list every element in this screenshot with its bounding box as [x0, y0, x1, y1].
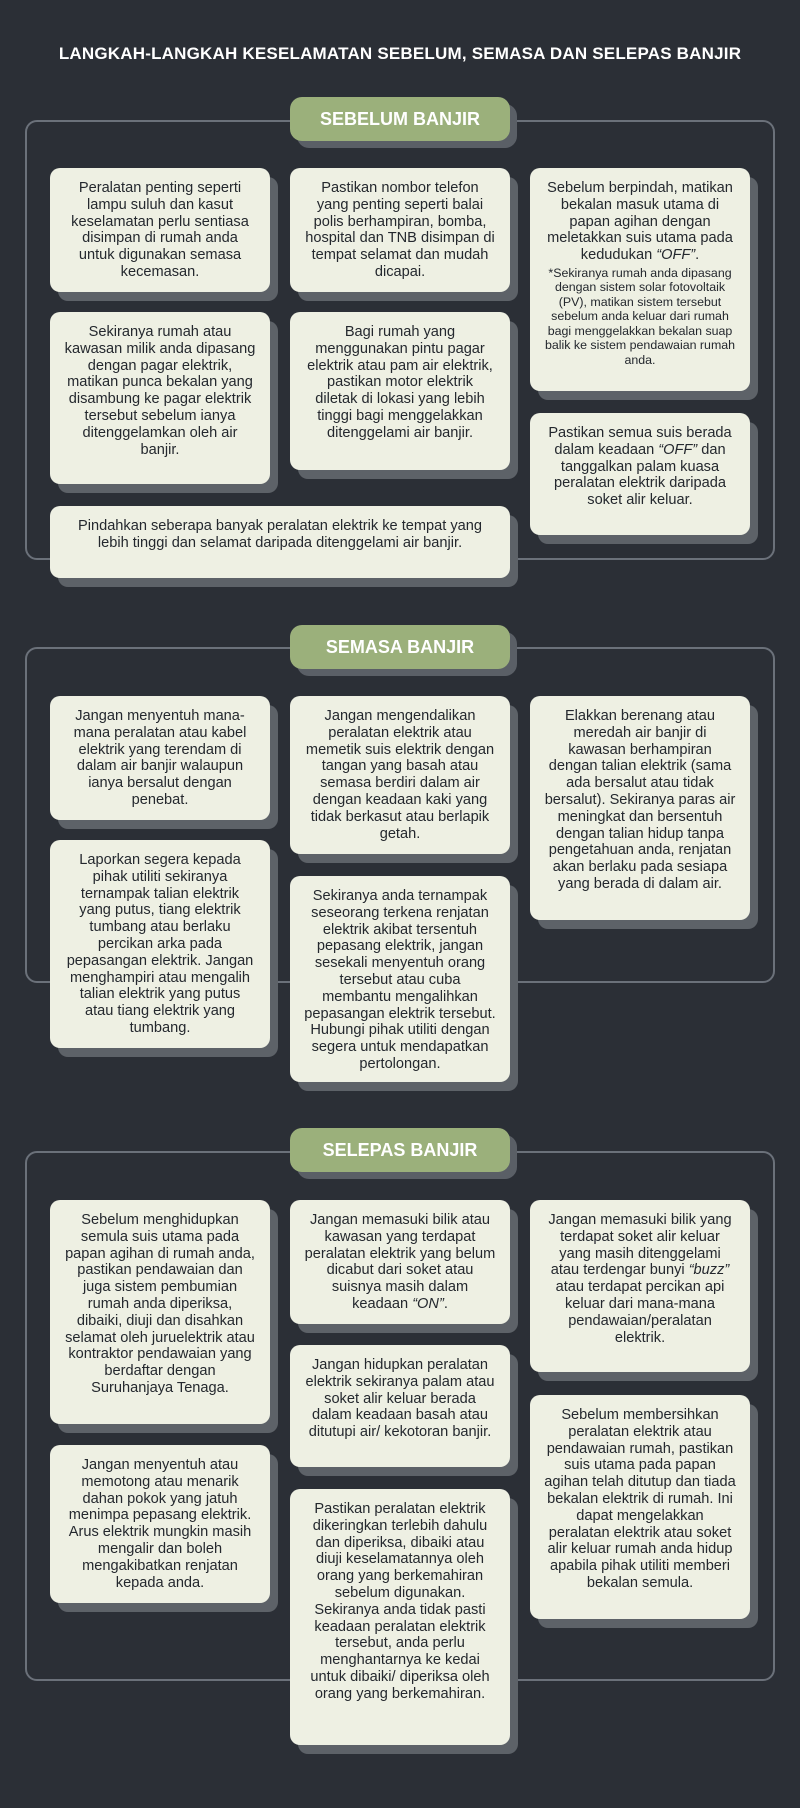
- tip-card: [50, 840, 270, 1048]
- tip-text: Jangan menyentuh mana-mana peralatan atau kabel elektrik yang terendam di dalam air banjir walaupun ianya bersalut dengan penebat.: [73, 708, 247, 808]
- tip-text: Jangan memasuki bilik yang terdapat soket alir keluar yang masih ditenggelami atau terdengar bunyi “buzz” atau terdapat percikan api keluar dari mana-mana pendawaian/peralatan elektrik.: [548, 1212, 732, 1346]
- tip-text: Sebelum berpindah, matikan bekalan masuk utama di papan agihan dengan meletakkan suis utama pada kedudukan “OFF”.: [547, 180, 733, 264]
- tip-card: [290, 1489, 510, 1745]
- tip-card: [290, 312, 510, 470]
- tip-text: Sekiranya rumah atau kawasan milik anda dipasang dengan pagar elektrik, matikan punca bekalan yang disambung ke pagar elektrik tersebut sebelum ianya ditenggelamkan oleh air banjir.: [64, 324, 256, 458]
- tip-card: [290, 696, 510, 854]
- tip-card: [290, 876, 510, 1082]
- tip-text: Pastikan peralatan elektrik dikeringkan terlebih dahulu dan diperiksa, dibaiki atau diuji keselamatannya oleh orang yang berkemahiran sebelum digunakan. Sekiranya anda tidak pasti keadaan peralatan elektrik tersebut, anda perlu menghantarnya ke kedai untuk dibaiki/ diperiksa oleh orang yang berkemahiran.: [310, 1501, 490, 1702]
- tip-text: Jangan memasuki bilik atau kawasan yang terdapat peralatan elektrik yang belum dicabut dari soket atau suisnya masih dalam keadaan “ON”.: [304, 1212, 496, 1312]
- tip-card: [50, 312, 270, 484]
- tip-card: [50, 1200, 270, 1424]
- tip-text: Laporkan segera kepada pihak utiliti sekiranya ternampak talian elektrik yang putus, tiang elektrik tumbang atau berlaku percikan arka pada pepasangan elektrik. Jangan menghampiri atau mengalih talian elektrik yang putus atau tiang elektrik yang tumbang.: [66, 852, 254, 1036]
- tip-card: [530, 1395, 750, 1619]
- page-title: LANGKAH-LANGKAH KESELAMATAN SEBELUM, SEMASA DAN SELEPAS BANJIR: [58, 44, 742, 63]
- tip-card: [290, 1200, 510, 1324]
- section-header-selepas: SELEPAS BANJIR: [290, 1128, 510, 1172]
- tip-card: [50, 168, 270, 292]
- tip-text: Sebelum membersihkan peralatan elektrik atau pendawaian rumah, pastikan suis utama pada papan agihan telah ditutup dan tiada bekalan elektrik di rumah. Ini dapat mengelakkan peralatan elektrik atau soket alir keluar rumah anda hidup apabila pihak utiliti memberi bekalan semula.: [544, 1407, 736, 1591]
- tip-text: Sebelum menghidupkan semula suis utama pada papan agihan di rumah anda, pastikan pendawaian dan juga sistem pembumian rumah anda diperiksa, dibaiki, diuji dan disahkan selamat oleh juruelektrik atau kontraktor pendawaian yang berdaftar dengan Suruhanjaya Tenaga.: [65, 1212, 255, 1396]
- tip-text: Pindahkan seberapa banyak peralatan elektrik ke tempat yang lebih tinggi dan selamat daripada ditenggelami air banjir.: [77, 518, 483, 551]
- tip-text: Pastikan nombor telefon yang penting seperti balai polis berhampiran, bomba, hospital dan TNB disimpan di tempat selamat dan mudah dicapai.: [305, 180, 495, 280]
- tip-card: [530, 696, 750, 920]
- tip-text: Elakkan berenang atau meredah air banjir di kawasan berhampiran dengan talian elektrik (sama ada bersalut atau tidak bersalut). Sekiranya paras air meningkat dan bersentuh dengan talian hidup tanpa pengetahuan anda, renjatan akan berlaku pada sesiapa yang berada di dalam air.: [544, 708, 736, 892]
- tip-text: Sekiranya anda ternampak seseorang terkena renjatan elektrik akibat tersentuh pepasang elektrik, jangan sesekali menyentuh orang tersebut atau cuba membantu mengalihkan pepasangan elektrik tersebut. Hubungi pihak utiliti dengan segera untuk mendapatkan pertolongan.: [304, 888, 496, 1072]
- tip-card: [50, 696, 270, 820]
- section-header-semasa: SEMASA BANJIR: [290, 625, 510, 669]
- tip-card: [530, 413, 750, 535]
- tip-note: *Sekiranya rumah anda dipasang dengan sistem solar fotovoltaik (PV), matikan sistem tersebut sebelum anda keluar dari rumah bagi menggelakkan bekalan suap balik ke sistem pendawaian rumah anda.: [544, 265, 736, 367]
- tip-text: Jangan hidupkan peralatan elektrik sekiranya palam atau soket alir keluar berada dalam keadaan basah atau ditutupi air/ kekotoran banjir.: [305, 1357, 495, 1441]
- tip-text: Peralatan penting seperti lampu suluh dan kasut keselamatan perlu sentiasa disimpan di rumah anda untuk digunakan semasa kecemasan.: [71, 180, 249, 280]
- tip-card: [50, 506, 510, 578]
- tip-card: [530, 1200, 750, 1372]
- tip-text: Jangan menyentuh atau memotong atau menarik dahan pokok yang jatuh menimpa pepasang elektrik. Arus elektrik mungkin masih mengalir dan boleh mengakibatkan renjatan kepada anda.: [68, 1457, 252, 1591]
- section-header-sebelum: SEBELUM BANJIR: [290, 97, 510, 141]
- tip-card: [50, 1445, 270, 1603]
- tip-card: [290, 1345, 510, 1467]
- tip-card: [530, 168, 750, 391]
- tip-text: Jangan mengendalikan peralatan elektrik atau memetik suis elektrik dengan tangan yang basah atau semasa berdiri dalam air dengan keadaan kaki yang tidak berkasut atau berlapik getah.: [305, 708, 495, 842]
- tip-text: Bagi rumah yang menggunakan pintu pagar elektrik atau pam air elektrik, pastikan motor elektrik diletak di lokasi yang lebih tinggi bagi menggelakkan ditenggelami air banjir.: [307, 324, 493, 441]
- tip-text: Pastikan semua suis berada dalam keadaan “OFF” dan tanggalkan palam kuasa peralatan elektrik daripada soket alir keluar.: [548, 425, 732, 509]
- tip-card: [290, 168, 510, 292]
